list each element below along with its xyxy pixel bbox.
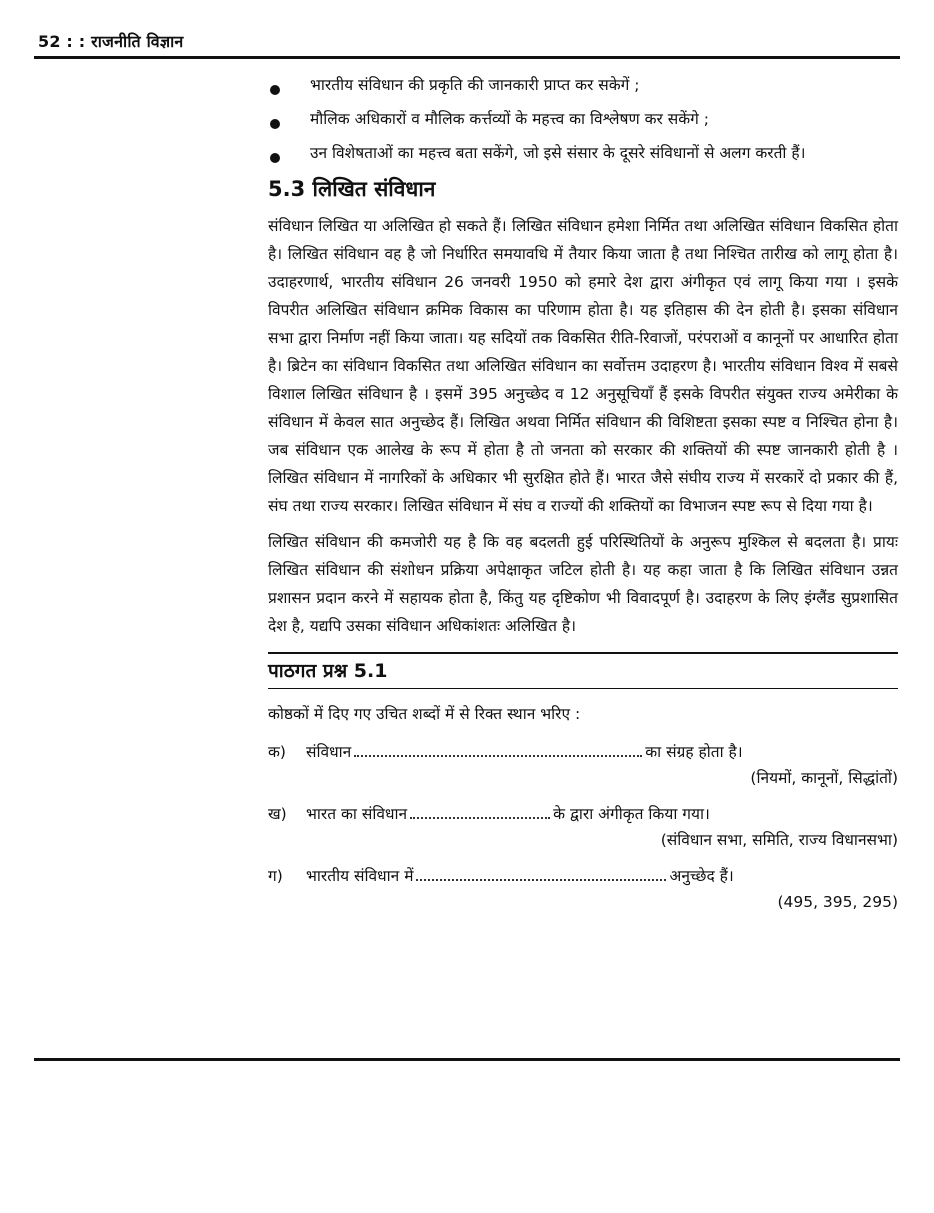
question-options: (संविधान सभा, समिति, राज्य विधानसभा) bbox=[660, 831, 898, 849]
blank-line bbox=[416, 863, 666, 881]
question-label: ग) bbox=[268, 867, 283, 885]
bullet-icon bbox=[270, 85, 280, 95]
body-paragraph: लिखित संविधान की कमजोरी यह है कि वह बदलती हुई परिस्थितियों के अनुरूप मुश्किल से बदलता है। प्रायः लिखित संविधान की संशोधन प्रक्रिया अपेक्षाकृत जटिल होती है। यह कहा जाता है कि लिखित संविधान उन्नत प्रशासन प्रदान करने में सहायक होता है, किंतु यह दृष्टिकोण भी विवादपूर्ण है। उदाहरण के लिए इंग्लैंड सुप्रशासित देश है, यद्यपि उसका संविधान अधिकांशतः अलिखित है। bbox=[268, 533, 898, 635]
question-options: (495, 395, 295) bbox=[777, 893, 898, 911]
objective-item: भारतीय संविधान की प्रकृति की जानकारी प्राप्त कर सकेगें ; bbox=[268, 72, 898, 98]
question-text-before: संविधान bbox=[306, 743, 352, 761]
objective-item: मौलिक अधिकारों व मौलिक कर्त्तव्यों के महत्त्व का विश्लेषण कर सकेंगे ; bbox=[268, 106, 898, 132]
question-text-before: भारतीय संविधान में bbox=[306, 867, 414, 885]
objective-item: उन विशेषताओं का महत्त्व बता सकेंगे, जो इसे संसार के दूसरे संविधानों से अलग करती हैं। bbox=[268, 140, 898, 166]
question-options: (नियमों, कानूनों, सिद्धांतों) bbox=[750, 769, 898, 787]
page-content bbox=[268, 72, 898, 925]
question-text-after: अनुच्छेद हैं। bbox=[669, 867, 734, 885]
objectives-list bbox=[268, 72, 898, 166]
bullet-icon bbox=[270, 119, 280, 129]
questions-instruction: कोष्ठकों में दिए गए उचित शब्दों में से रिक्त स्थान भरिए : bbox=[268, 705, 581, 723]
question-text-after: के द्वारा अंगीकृत किया गया। bbox=[553, 805, 710, 823]
question-item bbox=[268, 863, 898, 889]
question-item bbox=[268, 801, 898, 827]
blank-line bbox=[354, 739, 642, 757]
questions-top-rule bbox=[268, 652, 898, 654]
running-head: 52 : : राजनीति विज्ञान bbox=[38, 32, 184, 51]
footer-rule bbox=[34, 1058, 900, 1061]
bullet-icon bbox=[270, 153, 280, 163]
question-item bbox=[268, 739, 898, 765]
questions-title: पाठगत प्रश्न 5.1 bbox=[268, 660, 388, 682]
question-text-after: का संग्रह होता है। bbox=[645, 743, 743, 761]
questions-bottom-rule bbox=[268, 688, 898, 689]
question-label: ख) bbox=[268, 805, 287, 823]
body-paragraph: संविधान लिखित या अलिखित हो सकते हैं। लिखित संविधान हमेशा निर्मित तथा अलिखित संविधान विकसित होता है। लिखित संविधान वह है जो निर्धारित समयावधि में तैयार किया जाता है तथा निश्चित तारीख को लागू होता है। उदाहरणार्थ, भारतीय संविधान 26 जनवरी 1950 को हमारे देश द्वारा अंगीकृत एवं लागू किया गया । इसके विपरीत अलिखित संविधान क्रमिक विकास का परिणाम होता है। यह इतिहास की देन होती है। इसका संविधान सभा द्वारा निर्माण नहीं किया जाता। यह सदियों तक विकसित रीति-रिवाजों, परंपराओं व कानूनों पर आधारित होता है। ब्रिटेन का संविधान विकसित तथा अलिखित संविधान का सर्वोत्तम उदाहरण है। भारतीय संविधान विश्व में सबसे विशाल लिखित संविधान है । इसमें 395 अनुच्छेद व 12 अनुसूचियाँ हैं इसके विपरीत संयुक्त राज्य अमेरीका के संविधान में केवल सात अनुच्छेद हैं। लिखित अथवा निर्मित संविधान की विशिष्टता इसका स्पष्ट व निश्चित होना है। जब संविधान एक आलेख के रूप में होता है तो जनता को सरकार की शक्तियों की स्पष्ट जानकारी होती है । लिखित संविधान में नागरिकों के अधिकार भी सुरक्षित होते हैं। भारत जैसे संघीय राज्य में सरकारें दो प्रकार की हैं, संघ तथा राज्य सरकार। लिखित संविधान में संघ व राज्यों की शक्तियों का विभाजन स्पष्ट रूप से दिया गया है। bbox=[268, 217, 898, 515]
header-rule bbox=[34, 56, 900, 59]
question-label: क) bbox=[268, 743, 286, 761]
question-text-before: भारत का संविधान bbox=[306, 805, 408, 823]
blank-line bbox=[410, 801, 550, 819]
section-title: 5.3 लिखित संविधान bbox=[268, 177, 436, 201]
